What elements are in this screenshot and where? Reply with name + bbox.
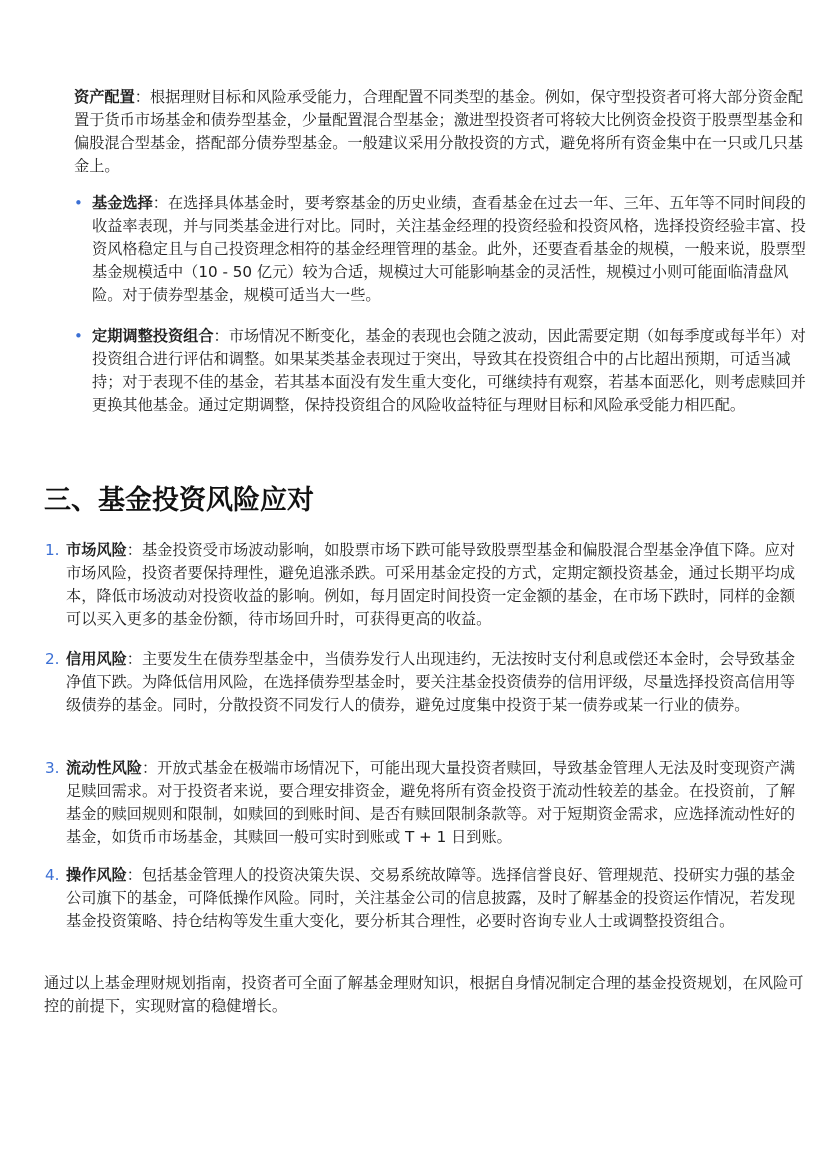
market-risk-text: ：基金投资受市场波动影响，如股票市场下跌可能导致股票型基金和偏股混合型基金净值下降。应对市场风险，投资者要保持理性，避免追涨杀跌。可采用基金定投的方式，定期定额投资基金，通过长期平均成本，降低市场波动对投资收益的影响。例如，每月固定时间投资一定金额的基金，在市场下跌时，同样的金额可以买入更多的基金份额，待市场回升时，可获得更高的收益。 <box>66 541 795 628</box>
operational-risk-term: 操作风险 <box>66 866 127 884</box>
portfolio-rebalance-text: ：市场情况不断变化，基金的表现也会随之波动，因此需要定期（如每季度或每半年）对投资组合进行评估和调整。如果某类基金表现过于突出，导致其在投资组合中的占比超出预期，可适当减持；对于表现不佳的基金，若其基本面没有发生重大变化，可继续持有观察，若基本面恶化，则考虑赎回并更换其他基金。通过定期调整，保持投资组合的风险收益特征与理财目标和风险承受能力相匹配。 <box>92 327 806 414</box>
bullet-marker: • <box>74 194 83 212</box>
fund-selection-item <box>92 192 808 307</box>
asset-allocation-text: ：根据理财目标和风险承受能力，合理配置不同类型的基金。例如，保守型投资者可将大部分资金配置于货币市场基金和债券型基金，少量配置混合型基金；激进型投资者可将较大比例资金投资于股票型基金和偏股混合型基金，搭配部分债券型基金。一般建议采用分散投资的方式，避免将所有资金集中在一只或几只基金上。 <box>74 88 803 175</box>
credit-risk-text: ：主要发生在债券型基金中，当债券发行人出现违约，无法按时支付利息或偿还本金时，会导致基金净值下跌。为降低信用风险，在选择债券型基金时，要关注基金投资债券的信用评级，尽量选择投资高信用等级债券的基金。同时，分散投资不同发行人的债券，避免过度集中投资于某一债券或某一行业的债券。 <box>66 650 795 714</box>
section-heading: 三、基金投资风险应对 <box>44 485 314 516</box>
liquidity-risk-term: 流动性风险 <box>66 759 142 777</box>
portfolio-rebalance-item <box>92 325 808 417</box>
fund-selection-term: 基金选择 <box>92 194 153 212</box>
liquidity-risk-item <box>66 757 808 849</box>
liquidity-risk-text: ：开放式基金在极端市场情况下，可能出现大量投资者赎回，导致基金管理人无法及时变现资产满足赎回需求。对于投资者来说，要合理安排资金，避免将所有资金投资于流动性较差的基金。在投资前，了解基金的赎回规则和限制，如赎回的到账时间、是否有赎回限制条款等。对于短期资金需求，应选择流动性好的基金，如货币市场基金，其赎回一般可实时到账或 T + 1 日到账。 <box>66 759 795 846</box>
list-number: 1. <box>45 541 60 559</box>
closing-paragraph: 通过以上基金理财规划指南，投资者可全面了解基金理财知识，根据自身情况制定合理的基金投资规划，在风险可控的前提下，实现财富的稳健增长。 <box>44 974 804 1015</box>
list-number: 4. <box>45 866 60 884</box>
bullet-marker: • <box>74 327 83 345</box>
fund-selection-text: ：在选择具体基金时，要考察基金的历史业绩，查看基金在过去一年、三年、五年等不同时间段的收益率表现，并与同类基金进行对比。同时，关注基金经理的投资经验和投资风格，选择投资经验丰富、投资风格稳定且与自己投资理念相符的基金经理管理的基金。此外，还要查看基金的规模，一般来说，股票型基金规模适中（10 - 50 亿元）较为合适，规模过大可能影响基金的灵活性，规模过小则可能面临清盘风险。对于债券型基金，规模可适当大一些。 <box>92 194 806 304</box>
credit-risk-term: 信用风险 <box>66 650 127 668</box>
asset-allocation-paragraph <box>74 86 809 178</box>
list-number: 3. <box>45 759 60 777</box>
asset-allocation-term: 资产配置 <box>74 88 135 106</box>
portfolio-rebalance-term: 定期调整投资组合 <box>92 327 214 345</box>
operational-risk-item <box>66 864 808 933</box>
credit-risk-item <box>66 648 808 717</box>
market-risk-term: 市场风险 <box>66 541 127 559</box>
operational-risk-text: ：包括基金管理人的投资决策失误、交易系统故障等。选择信誉良好、管理规范、投研实力强的基金公司旗下的基金，可降低操作风险。同时，关注基金公司的信息披露，及时了解基金的投资运作情况，若发现基金投资策略、持仓结构等发生重大变化，要分析其合理性，必要时咨询专业人士或调整投资组合。 <box>66 866 795 930</box>
market-risk-item <box>66 539 808 631</box>
list-number: 2. <box>45 650 60 668</box>
